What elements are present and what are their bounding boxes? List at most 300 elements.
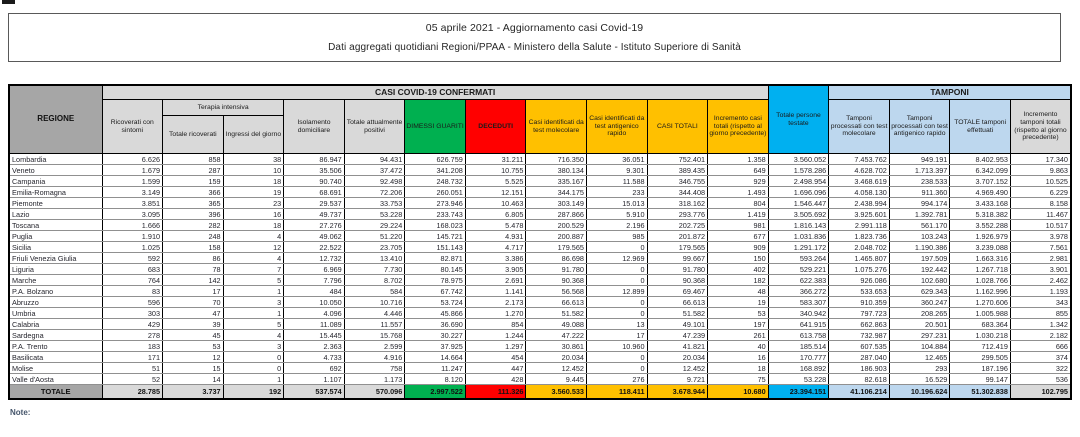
cell-tamponi-antigenico: 103.243 <box>889 231 950 242</box>
cell-terapia-intensiva-ingressi: 5 <box>223 275 284 286</box>
cell-isolamento-domiciliare: 22.522 <box>284 242 345 253</box>
cell-dimessi-guariti: 168.023 <box>405 220 466 231</box>
cell-terapia-intensiva-totale: 86 <box>163 253 224 264</box>
cell-tamponi-antigenico: 1.392.781 <box>889 209 950 220</box>
cell-incremento-casi: 19 <box>708 297 769 308</box>
total-casi-test-antigenico: 118.411 <box>587 385 648 400</box>
cell-ricoverati-con-sintomi: 1.025 <box>102 242 163 253</box>
cell-casi-totali: 41.821 <box>647 341 708 352</box>
cell-tamponi-antigenico: 911.360 <box>889 187 950 198</box>
cell-casi-test-molecolare: 86.698 <box>526 253 587 264</box>
cell-isolamento-domiciliare: 15.445 <box>284 330 345 341</box>
header-tamponi-molecolare: Tamponi processati con test molecolare <box>829 100 890 154</box>
region-name: Campania <box>9 176 102 187</box>
cell-totale-attualmente-positivi: 11.557 <box>344 319 405 330</box>
cell-tamponi-antigenico: 208.265 <box>889 308 950 319</box>
cell-incremento-tamponi: 666 <box>1010 341 1071 352</box>
cell-terapia-intensiva-ingressi: 5 <box>223 319 284 330</box>
cell-totale-tamponi: 1.926.979 <box>950 231 1011 242</box>
cell-isolamento-domiciliare: 49.062 <box>284 231 345 242</box>
cell-casi-totali: 344.408 <box>647 187 708 198</box>
table-row <box>9 198 1071 209</box>
cell-casi-test-molecolare: 66.613 <box>526 297 587 308</box>
title-box <box>8 13 1061 62</box>
cell-casi-test-antigenico: 36.051 <box>587 154 648 165</box>
cell-tamponi-antigenico: 12.465 <box>889 352 950 363</box>
cell-tamponi-antigenico: 238.533 <box>889 176 950 187</box>
cell-deceduti: 4.931 <box>465 231 526 242</box>
cell-incremento-tamponi: 374 <box>1010 352 1071 363</box>
cell-isolamento-domiciliare: 11.089 <box>284 319 345 330</box>
cell-tamponi-antigenico: 1.713.397 <box>889 165 950 176</box>
region-name: Lombardia <box>9 154 102 165</box>
cell-incremento-casi: 16 <box>708 352 769 363</box>
cell-casi-totali: 49.101 <box>647 319 708 330</box>
cell-incremento-casi: 261 <box>708 330 769 341</box>
cell-deceduti: 454 <box>465 352 526 363</box>
cell-incremento-tamponi: 2.182 <box>1010 330 1071 341</box>
cell-terapia-intensiva-ingressi: 3 <box>223 341 284 352</box>
cell-totale-tamponi: 187.196 <box>950 363 1011 374</box>
cell-dimessi-guariti: 14.664 <box>405 352 466 363</box>
cell-totale-persone-testate: 2.498.954 <box>768 176 829 187</box>
table-row <box>9 341 1071 352</box>
cell-tamponi-antigenico: 297.231 <box>889 330 950 341</box>
region-name: Sicilia <box>9 242 102 253</box>
cell-casi-test-antigenico: 9.301 <box>587 165 648 176</box>
region-name: Piemonte <box>9 198 102 209</box>
region-name: Friuli Venezia Giulia <box>9 253 102 264</box>
cell-dimessi-guariti: 273.946 <box>405 198 466 209</box>
table-row <box>9 209 1071 220</box>
cell-terapia-intensiva-totale: 366 <box>163 187 224 198</box>
cell-incremento-casi: 197 <box>708 319 769 330</box>
cell-deceduti: 2.691 <box>465 275 526 286</box>
cell-incremento-tamponi: 2.462 <box>1010 275 1071 286</box>
total-isolamento-domiciliare: 537.574 <box>284 385 345 400</box>
cell-incremento-tamponi: 9.863 <box>1010 165 1071 176</box>
bulletin-subtitle: Dati aggregati quotidiani Regioni/PPAA - Ministero della Salute - Istituto Superiore di Sanità <box>328 42 741 53</box>
cell-deceduti: 6.805 <box>465 209 526 220</box>
cell-casi-test-antigenico: 0 <box>587 352 648 363</box>
cell-totale-tamponi: 3.707.152 <box>950 176 1011 187</box>
table-row <box>9 176 1071 187</box>
cell-totale-persone-testate: 185.514 <box>768 341 829 352</box>
cell-casi-test-molecolare: 287.866 <box>526 209 587 220</box>
cell-incremento-casi: 1.419 <box>708 209 769 220</box>
cell-totale-tamponi: 1.267.718 <box>950 264 1011 275</box>
cell-tamponi-molecolare: 287.040 <box>829 352 890 363</box>
header-casi-totali: CASI TOTALI <box>647 100 708 154</box>
cell-casi-test-antigenico: 2.196 <box>587 220 648 231</box>
cell-totale-tamponi: 1.028.766 <box>950 275 1011 286</box>
region-name: Liguria <box>9 264 102 275</box>
cell-tamponi-molecolare: 2.991.118 <box>829 220 890 231</box>
cell-ricoverati-con-sintomi: 764 <box>102 275 163 286</box>
cell-deceduti: 447 <box>465 363 526 374</box>
cell-ricoverati-con-sintomi: 83 <box>102 286 163 297</box>
cell-casi-test-molecolare: 56.568 <box>526 286 587 297</box>
cell-casi-totali: 318.162 <box>647 198 708 209</box>
cell-incremento-tamponi: 7.561 <box>1010 242 1071 253</box>
cell-dimessi-guariti: 260.051 <box>405 187 466 198</box>
cell-tamponi-molecolare: 82.618 <box>829 374 890 385</box>
header-dimessi-guariti: DIMESSI GUARITI <box>405 100 466 154</box>
cell-totale-tamponi: 8.402.953 <box>950 154 1011 165</box>
region-name: Puglia <box>9 231 102 242</box>
cell-dimessi-guariti: 67.742 <box>405 286 466 297</box>
cell-ricoverati-con-sintomi: 1.679 <box>102 165 163 176</box>
cell-isolamento-domiciliare: 10.050 <box>284 297 345 308</box>
cell-totale-persone-testate: 1.696.096 <box>768 187 829 198</box>
table-body <box>9 154 1071 400</box>
cell-totale-persone-testate: 1.546.447 <box>768 198 829 209</box>
region-name: Emilia-Romagna <box>9 187 102 198</box>
cell-ricoverati-con-sintomi: 51 <box>102 363 163 374</box>
cell-dimessi-guariti: 145.721 <box>405 231 466 242</box>
cell-tamponi-molecolare: 662.863 <box>829 319 890 330</box>
cell-tamponi-molecolare: 186.903 <box>829 363 890 374</box>
cell-dimessi-guariti: 341.208 <box>405 165 466 176</box>
cell-incremento-casi: 1.358 <box>708 154 769 165</box>
cell-terapia-intensiva-totale: 70 <box>163 297 224 308</box>
cell-casi-test-antigenico: 12.899 <box>587 286 648 297</box>
cell-tamponi-molecolare: 4.058.130 <box>829 187 890 198</box>
cell-casi-totali: 12.452 <box>647 363 708 374</box>
region-name: Toscana <box>9 220 102 231</box>
cell-totale-attualmente-positivi: 4.916 <box>344 352 405 363</box>
cell-tamponi-molecolare: 926.086 <box>829 275 890 286</box>
header-ricoverati-con-sintomi: Ricoverati con sintomi <box>102 100 163 154</box>
cell-tamponi-antigenico: 949.191 <box>889 154 950 165</box>
cell-incremento-tamponi: 3.901 <box>1010 264 1071 275</box>
cell-isolamento-domiciliare: 49.737 <box>284 209 345 220</box>
cell-tamponi-antigenico: 293 <box>889 363 950 374</box>
cell-tamponi-molecolare: 732.987 <box>829 330 890 341</box>
total-totale-attualmente-positivi: 570.096 <box>344 385 405 400</box>
cell-casi-test-molecolare: 344.175 <box>526 187 587 198</box>
cell-incremento-casi: 40 <box>708 341 769 352</box>
cell-dimessi-guariti: 11.247 <box>405 363 466 374</box>
cell-tamponi-molecolare: 1.075.276 <box>829 264 890 275</box>
cell-totale-tamponi: 1.270.606 <box>950 297 1011 308</box>
region-name: Abruzzo <box>9 297 102 308</box>
region-name: Umbria <box>9 308 102 319</box>
cell-ricoverati-con-sintomi: 3.149 <box>102 187 163 198</box>
cell-deceduti: 1.141 <box>465 286 526 297</box>
cell-terapia-intensiva-totale: 142 <box>163 275 224 286</box>
cell-totale-persone-testate: 340.942 <box>768 308 829 319</box>
cell-totale-tamponi: 4.969.490 <box>950 187 1011 198</box>
cell-totale-attualmente-positivi: 2.599 <box>344 341 405 352</box>
cell-terapia-intensiva-ingressi: 4 <box>223 330 284 341</box>
cell-tamponi-antigenico: 629.343 <box>889 286 950 297</box>
cell-totale-attualmente-positivi: 72.206 <box>344 187 405 198</box>
cell-incremento-casi: 150 <box>708 253 769 264</box>
cell-dimessi-guariti: 36.690 <box>405 319 466 330</box>
cell-incremento-casi: 75 <box>708 374 769 385</box>
table-row <box>9 187 1071 198</box>
cell-isolamento-domiciliare: 692 <box>284 363 345 374</box>
table-row <box>9 275 1071 286</box>
cell-terapia-intensiva-totale: 15 <box>163 363 224 374</box>
cell-dimessi-guariti: 53.724 <box>405 297 466 308</box>
cell-casi-totali: 202.725 <box>647 220 708 231</box>
cell-incremento-tamponi: 536 <box>1010 374 1071 385</box>
cell-deceduti: 12.151 <box>465 187 526 198</box>
cell-totale-persone-testate: 1.816.143 <box>768 220 829 231</box>
header-casi-confermati-group: CASI COVID-19 CONFERMATI <box>102 85 768 100</box>
table-row <box>9 154 1071 165</box>
total-casi-totali: 3.678.944 <box>647 385 708 400</box>
cell-incremento-casi: 1.493 <box>708 187 769 198</box>
cell-terapia-intensiva-ingressi: 4 <box>223 231 284 242</box>
cell-tamponi-antigenico: 20.501 <box>889 319 950 330</box>
cell-dimessi-guariti: 82.871 <box>405 253 466 264</box>
cell-ricoverati-con-sintomi: 6.626 <box>102 154 163 165</box>
cell-terapia-intensiva-totale: 159 <box>163 176 224 187</box>
cell-deceduti: 10.463 <box>465 198 526 209</box>
cell-ricoverati-con-sintomi: 1.599 <box>102 176 163 187</box>
total-deceduti: 111.326 <box>465 385 526 400</box>
cell-incremento-tamponi: 2.981 <box>1010 253 1071 264</box>
cell-tamponi-antigenico: 360.247 <box>889 297 950 308</box>
cell-isolamento-domiciliare: 484 <box>284 286 345 297</box>
cell-casi-totali: 99.667 <box>647 253 708 264</box>
cell-ricoverati-con-sintomi: 683 <box>102 264 163 275</box>
total-incremento-casi: 10.680 <box>708 385 769 400</box>
cell-terapia-intensiva-ingressi: 38 <box>223 154 284 165</box>
cell-casi-test-molecolare: 49.088 <box>526 319 587 330</box>
cell-isolamento-domiciliare: 90.740 <box>284 176 345 187</box>
cell-incremento-casi: 402 <box>708 264 769 275</box>
cell-totale-tamponi: 1.005.988 <box>950 308 1011 319</box>
cell-isolamento-domiciliare: 86.947 <box>284 154 345 165</box>
cell-isolamento-domiciliare: 6.969 <box>284 264 345 275</box>
cell-tamponi-antigenico: 102.680 <box>889 275 950 286</box>
cell-totale-persone-testate: 1.031.836 <box>768 231 829 242</box>
cell-dimessi-guariti: 78.975 <box>405 275 466 286</box>
cell-isolamento-domiciliare: 35.506 <box>284 165 345 176</box>
cell-totale-tamponi: 1.030.218 <box>950 330 1011 341</box>
header-ingressi-del-giorno: Ingressi del giorno <box>223 116 284 154</box>
cell-totale-attualmente-positivi: 8.702 <box>344 275 405 286</box>
cell-casi-test-antigenico: 276 <box>587 374 648 385</box>
cell-incremento-casi: 182 <box>708 275 769 286</box>
cell-totale-tamponi: 683.364 <box>950 319 1011 330</box>
cell-casi-test-molecolare: 179.565 <box>526 242 587 253</box>
cell-ricoverati-con-sintomi: 183 <box>102 341 163 352</box>
cell-ricoverati-con-sintomi: 3.095 <box>102 209 163 220</box>
cell-terapia-intensiva-ingressi: 0 <box>223 363 284 374</box>
cell-isolamento-domiciliare: 27.276 <box>284 220 345 231</box>
cell-casi-test-molecolare: 303.149 <box>526 198 587 209</box>
cell-incremento-casi: 53 <box>708 308 769 319</box>
table-row <box>9 374 1071 385</box>
cell-casi-test-antigenico: 233 <box>587 187 648 198</box>
cell-casi-test-molecolare: 20.034 <box>526 352 587 363</box>
table-row <box>9 231 1071 242</box>
cell-tamponi-molecolare: 3.468.619 <box>829 176 890 187</box>
cell-incremento-tamponi: 8.158 <box>1010 198 1071 209</box>
cell-terapia-intensiva-totale: 53 <box>163 341 224 352</box>
cell-terapia-intensiva-totale: 78 <box>163 264 224 275</box>
cell-totale-persone-testate: 641.915 <box>768 319 829 330</box>
cell-dimessi-guariti: 248.732 <box>405 176 466 187</box>
table-row <box>9 363 1071 374</box>
cell-incremento-tamponi: 10.517 <box>1010 220 1071 231</box>
cell-casi-totali: 66.613 <box>647 297 708 308</box>
cell-casi-totali: 201.872 <box>647 231 708 242</box>
cell-tamponi-molecolare: 7.453.762 <box>829 154 890 165</box>
table-row <box>9 220 1071 231</box>
cell-terapia-intensiva-totale: 858 <box>163 154 224 165</box>
cell-tamponi-antigenico: 192.442 <box>889 264 950 275</box>
cell-isolamento-domiciliare: 12.732 <box>284 253 345 264</box>
total-totale-persone-testate: 23.394.151 <box>768 385 829 400</box>
region-name: Lazio <box>9 209 102 220</box>
cell-casi-test-antigenico: 985 <box>587 231 648 242</box>
header-tamponi-group: TAMPONI <box>829 85 1071 100</box>
cell-dimessi-guariti: 80.145 <box>405 264 466 275</box>
cell-isolamento-domiciliare: 4.096 <box>284 308 345 319</box>
cell-deceduti: 428 <box>465 374 526 385</box>
cell-casi-test-molecolare: 90.368 <box>526 275 587 286</box>
cell-totale-attualmente-positivi: 758 <box>344 363 405 374</box>
cell-incremento-tamponi: 3.978 <box>1010 231 1071 242</box>
cell-incremento-casi: 649 <box>708 165 769 176</box>
cell-terapia-intensiva-totale: 12 <box>163 352 224 363</box>
cell-casi-test-molecolare: 47.222 <box>526 330 587 341</box>
cell-casi-test-molecolare: 30.861 <box>526 341 587 352</box>
cell-totale-attualmente-positivi: 1.173 <box>344 374 405 385</box>
cell-dimessi-guariti: 30.227 <box>405 330 466 341</box>
cell-totale-persone-testate: 168.892 <box>768 363 829 374</box>
cell-casi-test-molecolare: 9.445 <box>526 374 587 385</box>
cell-dimessi-guariti: 45.866 <box>405 308 466 319</box>
cell-casi-totali: 51.582 <box>647 308 708 319</box>
cell-casi-test-antigenico: 0 <box>587 308 648 319</box>
header-casi-test-molecolare: Casi identificati da test molecolare <box>526 100 587 154</box>
cell-casi-totali: 179.565 <box>647 242 708 253</box>
header-terapia-intensiva: Terapia intensiva <box>163 100 284 116</box>
region-name: P.A. Bolzano <box>9 286 102 297</box>
cell-deceduti: 1.270 <box>465 308 526 319</box>
cell-ricoverati-con-sintomi: 278 <box>102 330 163 341</box>
cell-tamponi-molecolare: 1.465.807 <box>829 253 890 264</box>
cell-isolamento-domiciliare: 68.691 <box>284 187 345 198</box>
table-row <box>9 330 1071 341</box>
cell-totale-persone-testate: 3.560.052 <box>768 154 829 165</box>
cell-tamponi-antigenico: 561.170 <box>889 220 950 231</box>
cell-totale-attualmente-positivi: 23.705 <box>344 242 405 253</box>
cell-totale-tamponi: 1.162.996 <box>950 286 1011 297</box>
region-name: Veneto <box>9 165 102 176</box>
cell-terapia-intensiva-ingressi: 4 <box>223 253 284 264</box>
total-casi-test-molecolare: 3.560.533 <box>526 385 587 400</box>
cell-casi-totali: 9.721 <box>647 374 708 385</box>
cell-terapia-intensiva-totale: 365 <box>163 198 224 209</box>
cell-tamponi-molecolare: 3.925.601 <box>829 209 890 220</box>
cell-totale-tamponi: 5.318.382 <box>950 209 1011 220</box>
cell-terapia-intensiva-totale: 45 <box>163 330 224 341</box>
cell-terapia-intensiva-ingressi: 18 <box>223 220 284 231</box>
cell-isolamento-domiciliare: 2.363 <box>284 341 345 352</box>
scan-artifact-mark <box>2 0 15 4</box>
cell-deceduti: 1.297 <box>465 341 526 352</box>
cell-isolamento-domiciliare: 1.107 <box>284 374 345 385</box>
cell-ricoverati-con-sintomi: 171 <box>102 352 163 363</box>
cell-casi-test-antigenico: 10.960 <box>587 341 648 352</box>
cell-dimessi-guariti: 8.120 <box>405 374 466 385</box>
cell-terapia-intensiva-totale: 47 <box>163 308 224 319</box>
cell-tamponi-molecolare: 533.653 <box>829 286 890 297</box>
cell-totale-tamponi: 3.552.288 <box>950 220 1011 231</box>
cell-deceduti: 10.755 <box>465 165 526 176</box>
cell-totale-attualmente-positivi: 94.431 <box>344 154 405 165</box>
cell-incremento-casi: 48 <box>708 286 769 297</box>
region-name: Basilicata <box>9 352 102 363</box>
header-regione: REGIONE <box>9 85 102 154</box>
header-totale-persone-testate: Totale persone testate <box>768 85 829 154</box>
cell-isolamento-domiciliare: 29.537 <box>284 198 345 209</box>
note-label: Note: <box>10 408 31 417</box>
cell-casi-totali: 90.368 <box>647 275 708 286</box>
cell-terapia-intensiva-ingressi: 19 <box>223 187 284 198</box>
cell-incremento-tamponi: 855 <box>1010 308 1071 319</box>
cell-terapia-intensiva-totale: 287 <box>163 165 224 176</box>
cell-totale-tamponi: 712.419 <box>950 341 1011 352</box>
cell-casi-test-molecolare: 716.350 <box>526 154 587 165</box>
cell-totale-persone-testate: 3.505.692 <box>768 209 829 220</box>
cell-isolamento-domiciliare: 4.733 <box>284 352 345 363</box>
cell-incremento-casi: 804 <box>708 198 769 209</box>
header-incremento-tamponi: Incremento tamponi totali (rispetto al giorno precedente) <box>1010 100 1071 154</box>
cell-casi-test-antigenico: 17 <box>587 330 648 341</box>
total-totale-tamponi: 51.302.838 <box>950 385 1011 400</box>
cell-ricoverati-con-sintomi: 52 <box>102 374 163 385</box>
cell-incremento-tamponi: 1.193 <box>1010 286 1071 297</box>
cell-casi-test-molecolare: 12.452 <box>526 363 587 374</box>
cell-totale-tamponi: 299.505 <box>950 352 1011 363</box>
cell-totale-persone-testate: 529.221 <box>768 264 829 275</box>
cell-dimessi-guariti: 37.925 <box>405 341 466 352</box>
cell-tamponi-antigenico: 197.509 <box>889 253 950 264</box>
cell-casi-test-molecolare: 380.134 <box>526 165 587 176</box>
table-row <box>9 297 1071 308</box>
cell-totale-attualmente-positivi: 33.753 <box>344 198 405 209</box>
total-ricoverati-con-sintomi: 28.785 <box>102 385 163 400</box>
cell-casi-totali: 91.780 <box>647 264 708 275</box>
table-row <box>9 286 1071 297</box>
header-casi-test-antigenico: Casi identificati da test antigenico rapido <box>587 100 648 154</box>
cell-dimessi-guariti: 233.743 <box>405 209 466 220</box>
covid-data-table <box>8 84 1072 400</box>
total-row <box>9 385 1071 400</box>
cell-totale-persone-testate: 583.307 <box>768 297 829 308</box>
cell-terapia-intensiva-ingressi: 1 <box>223 374 284 385</box>
cell-totale-attualmente-positivi: 92.498 <box>344 176 405 187</box>
cell-casi-test-antigenico: 12.969 <box>587 253 648 264</box>
total-label: TOTALE <box>9 385 102 400</box>
total-tamponi-antigenico: 10.196.624 <box>889 385 950 400</box>
cell-deceduti: 1.244 <box>465 330 526 341</box>
cell-terapia-intensiva-totale: 282 <box>163 220 224 231</box>
cell-casi-test-molecolare: 51.582 <box>526 308 587 319</box>
cell-tamponi-molecolare: 1.823.736 <box>829 231 890 242</box>
header-totale-attualmente-positivi: Totale attualmente positivi <box>344 100 405 154</box>
cell-totale-persone-testate: 1.291.172 <box>768 242 829 253</box>
